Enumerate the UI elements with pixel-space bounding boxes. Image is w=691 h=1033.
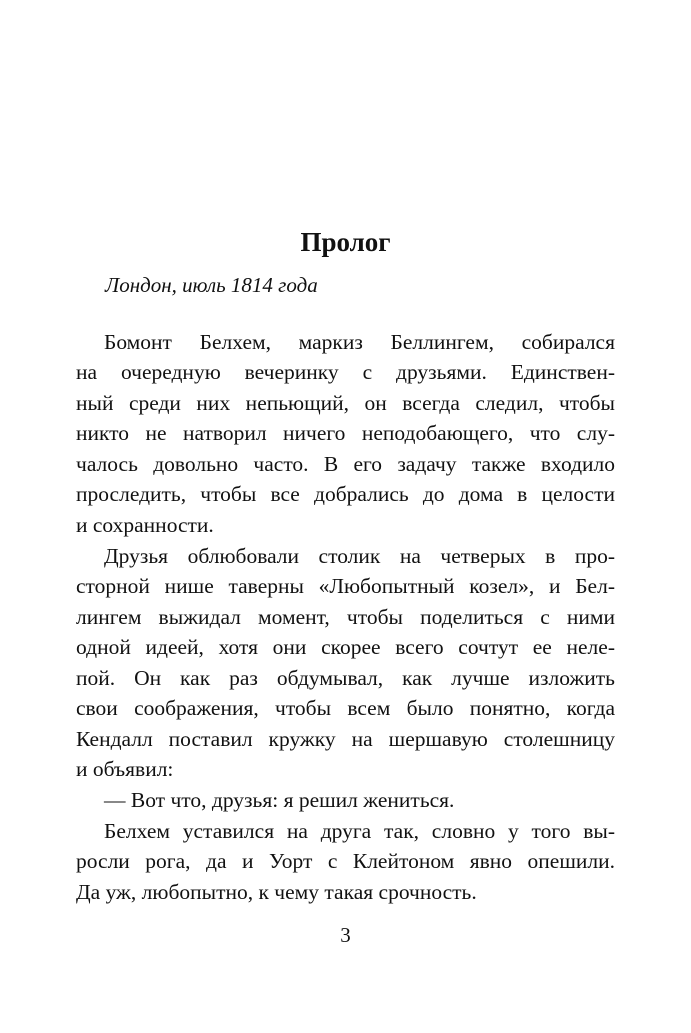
- text-line: пой. Он как раз обдумывал, как лучше изложить: [76, 666, 615, 690]
- text-line: чалось довольно часто. В его задачу также входило: [76, 452, 615, 476]
- text-line: проследить, чтобы все добрались до дома в целости: [76, 482, 615, 506]
- text-line: одной идеей, хотя они скорее всего сочтут ее неле-: [76, 635, 615, 659]
- text-line: Кендалл поставил кружку на шершавую столешницу: [76, 727, 615, 751]
- text-line: росли рога, да и Уорт с Клейтоном явно опешили.: [76, 849, 615, 873]
- chapter-title: Пролог: [300, 227, 391, 257]
- text-line: свои соображения, чтобы всем было понятно, когда: [76, 696, 615, 720]
- text-line: и объявил:: [76, 757, 174, 781]
- page-number: 3: [340, 923, 351, 947]
- text-line: на очередную вечеринку с друзьями. Единствен-: [76, 360, 615, 384]
- text-line: лингем выжидал момент, чтобы поделиться с ними: [76, 605, 615, 629]
- text-line: Белхем уставился на друга так, словно у того вы-: [104, 819, 615, 843]
- text-line: Друзья облюбовали столик на четверых в про-: [104, 544, 615, 568]
- text-line: и сохранности.: [76, 513, 214, 537]
- epigraph: Лондон, июль 1814 года: [105, 273, 318, 297]
- text-line: сторной нише таверны «Любопытный козел», и Бел-: [76, 574, 615, 598]
- text-line: Да уж, любопытно, к чему такая срочность.: [76, 880, 477, 904]
- dialogue-line: — Вот что, друзья: я решил жениться.: [104, 788, 455, 812]
- text-line: никто не натворил ничего неподобающего, что слу-: [76, 421, 615, 445]
- text-line: ный среди них непьющий, он всегда следил, чтобы: [76, 391, 615, 415]
- text-line: Бомонт Белхем, маркиз Беллингем, собирался: [104, 330, 615, 354]
